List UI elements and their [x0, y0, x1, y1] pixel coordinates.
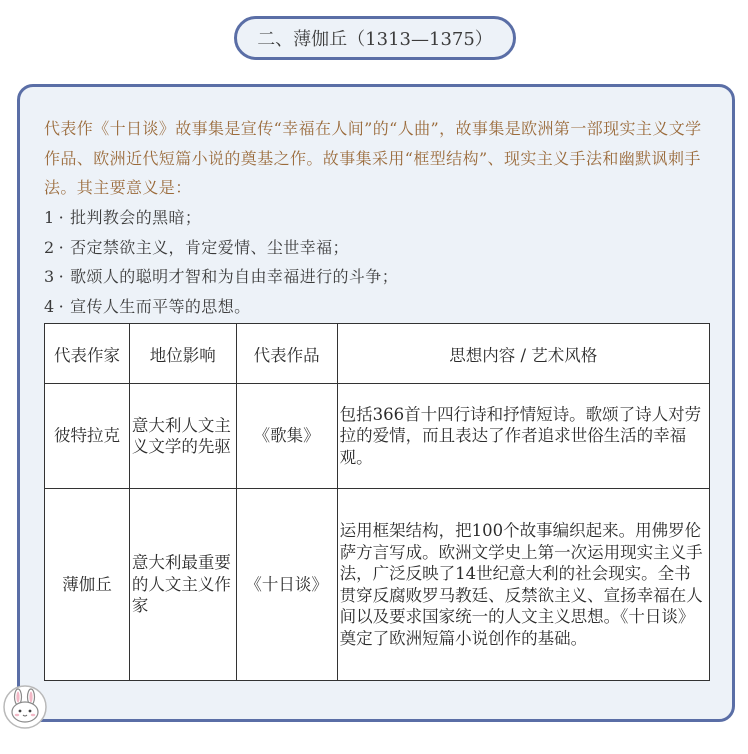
- cell-work: 《歌集》: [236, 384, 337, 489]
- list-item-separator: ·: [58, 208, 65, 227]
- header-author: 代表作家: [45, 324, 130, 384]
- cell-author: 彼特拉克: [45, 384, 130, 489]
- table-header-row: [45, 324, 710, 384]
- header-content: 思想内容 / 艺术风格: [337, 324, 709, 384]
- table-row: [45, 489, 710, 681]
- table-row: [45, 384, 710, 489]
- list-item-separator: ·: [58, 267, 65, 286]
- list-item-separator: ·: [58, 237, 65, 257]
- cell-status: 意大利人文主义文学的先驱: [129, 384, 236, 489]
- cell-work: 《十日谈》: [236, 489, 337, 681]
- header-work: 代表作品: [236, 324, 337, 384]
- list-item-number: 2: [44, 237, 55, 257]
- list-item-text: 否定禁欲主义，肯定爱情、尘世幸福；: [70, 237, 349, 257]
- list-item-number: 4: [44, 296, 55, 316]
- list-item-separator: ·: [58, 296, 65, 316]
- content-card: [17, 84, 735, 722]
- significance-list: [44, 203, 398, 321]
- cell-content: 运用框架结构，把100个故事编织起来。用佛罗伦萨方言写成。欧洲文学史上第一次运用现实主义手法，广泛反映了14世纪意大利的社会现实。全书贯穿反腐败罗马教廷、反禁欲主义、宣扬幸福在人间以及要求国家统一的人文主义思想。《十日谈》奠定了欧洲短篇小说创作的基础。: [337, 489, 709, 681]
- section-title: 二、薄伽丘（1313—1375）: [234, 16, 516, 60]
- list-item-number: 3: [44, 267, 55, 286]
- cell-author: 薄伽丘: [45, 489, 130, 681]
- list-item: [44, 292, 398, 322]
- header-status: 地位影响: [129, 324, 236, 384]
- authors-table: [44, 323, 710, 681]
- rabbit-icon: [0, 680, 50, 730]
- list-item: [44, 233, 398, 263]
- list-item-number: 1: [44, 208, 55, 227]
- intro-paragraph: 代表作《十日谈》故事集是宣传“幸福在人间”的“人曲”，故事集是欧洲第一部现实主义文学作品、欧洲近代短篇小说的奠基之作。故事集采用“框型结构”、现实主义手法和幽默讽刺手法。其主要意义是：: [44, 119, 702, 197]
- list-item-text: 批判教会的黑暗；: [70, 208, 202, 227]
- cell-status: 意大利最重要的人文主义作家: [129, 489, 236, 681]
- cell-content: 包括366首十四行诗和抒情短诗。歌颂了诗人对劳拉的爱情，而且表达了作者追求世俗生活的幸福观。: [337, 384, 709, 489]
- list-item-text: 歌颂人的聪明才智和为自由幸福进行的斗争；: [70, 267, 399, 286]
- list-item-text: 宣传人生而平等的思想。: [70, 296, 251, 316]
- list-item: [44, 262, 398, 292]
- list-item: [44, 203, 398, 233]
